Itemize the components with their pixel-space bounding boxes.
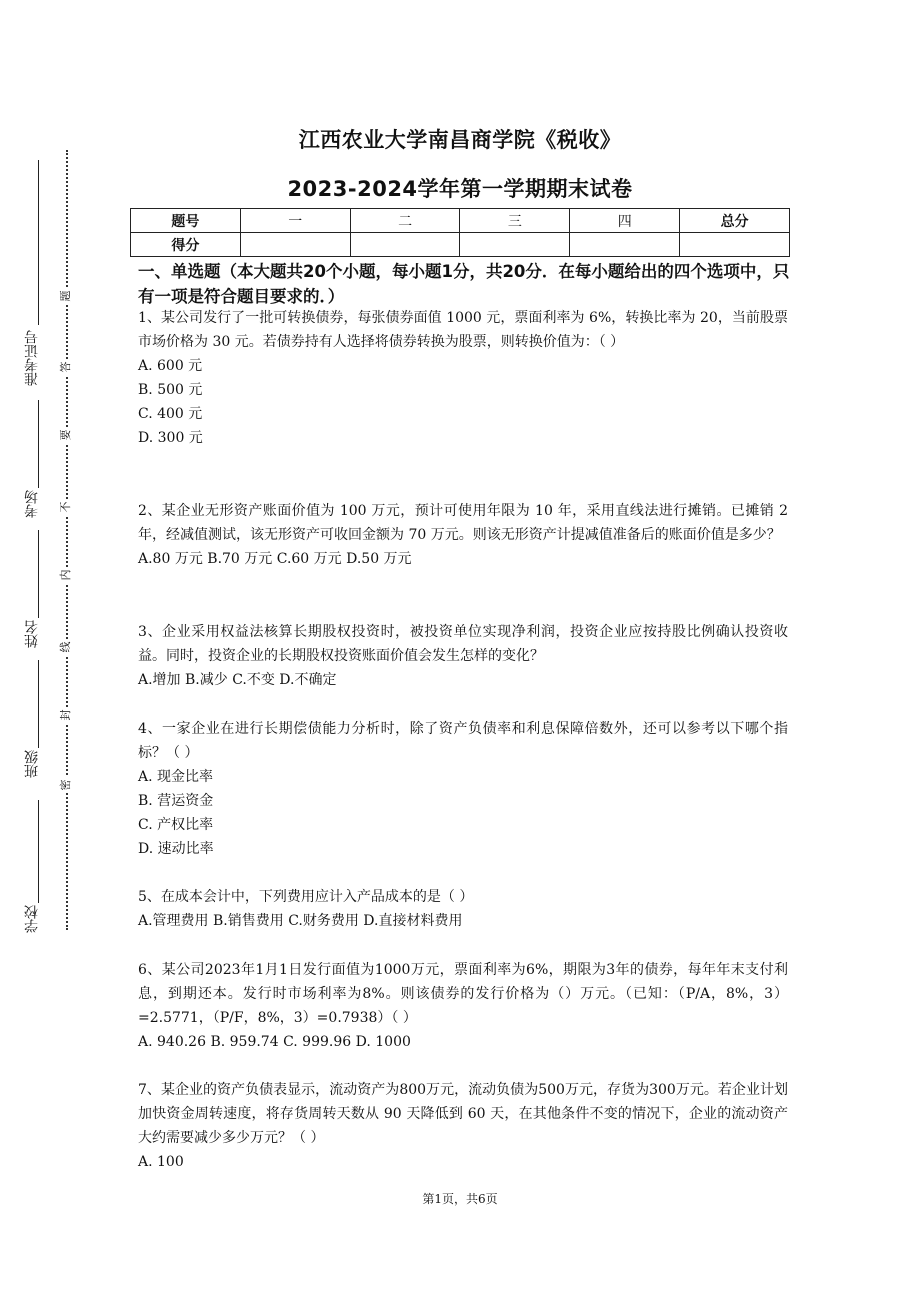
exam-title-line1: 江西农业大学南昌商学院《税收》 <box>298 128 622 152</box>
question-option: D. 速动比率 <box>138 841 214 857</box>
binding-blank-school[interactable] <box>38 800 39 903</box>
score-table <box>130 208 790 257</box>
binding-blank-exam-id[interactable] <box>38 160 39 325</box>
question-stem: 6、某公司2023年1月1日发行面值为1000万元，票面利率为6%，期限为3年的债券，每年年末支付利息，到期还本。发行时市场利率为8%。则该债券的发行价格为（）万元。（已知：（P/A，8%，3）=2.5771，（P/F，8%，3）=0.7938）（ ） <box>138 962 788 1026</box>
binding-blank-class[interactable] <box>38 660 39 748</box>
question-stem: 7、某企业的资产负债表显示，流动资产为800万元，流动负债为500万元，存货为300万元。若企业计划加快资金周转速度，将存货周转天数从 90 天降低到 60 天，在其他条件不变的情况下，企业的流动资产大约需要减少多少万元？（ ） <box>138 1082 788 1146</box>
question-2 <box>138 499 788 571</box>
question-1 <box>138 306 788 450</box>
question-stem: 3、企业采用权益法核算长期股权投资时，被投资单位实现净利润，投资企业应按持股比例确认投资收益。同时，投资企业的长期股权投资账面价值会发生怎样的变化？ <box>138 624 788 664</box>
question-stem: 1、某公司发行了一批可转换债券，每张债券面值 1000 元，票面利率为 6%，转换比率为 20，当前股票市场价格为 30 元。若债券持有人选择将债券转换为股票，则转换价值为：（ ） <box>138 310 788 350</box>
score-cell[interactable] <box>570 233 680 257</box>
question-option: A. 100 <box>138 1154 184 1170</box>
page-footer: 第1页，共6页 <box>422 1192 498 1206</box>
score-cell[interactable] <box>680 233 790 257</box>
score-header-cell: 二 <box>350 209 460 233</box>
score-cell[interactable] <box>240 233 350 257</box>
score-cell[interactable] <box>460 233 570 257</box>
question-option: A. 现金比率 <box>138 769 214 785</box>
exam-title-line2: 2023-2024学年第一学期期末试卷 <box>287 177 633 201</box>
score-header-cell: 题号 <box>131 209 241 233</box>
section-heading: 一、单选题（本大题共20个小题，每小题1分，共20分．在每小题给出的四个选项中，只有一项是符合题目要求的．） <box>138 262 790 306</box>
question-stem: 2、某企业无形资产账面价值为 100 万元，预计可使用年限为 10 年，采用直线法进行摊销。已摊销 2 年，经减值测试，该无形资产可收回金额为 70 万元。则该无形资产计提减值准备后的账面价值是多少？ <box>138 503 788 543</box>
question-5 <box>138 885 788 933</box>
question-4 <box>138 717 788 861</box>
seal-char: 不 <box>59 499 73 515</box>
question-option: A.管理费用 B.销售费用 C.财务费用 D.直接材料费用 <box>138 913 463 929</box>
question-option: A.80 万元 B.70 万元 C.60 万元 D.50 万元 <box>138 551 412 567</box>
binding-label-name: 姓名 <box>24 620 40 648</box>
binding-blank-exam-room[interactable] <box>38 400 39 488</box>
seal-char: 线 <box>59 639 73 655</box>
binding-label-class: 班级 <box>24 750 40 778</box>
binding-blank-name[interactable] <box>38 530 39 618</box>
score-header-cell: 四 <box>570 209 680 233</box>
binding-dotted-line <box>66 150 68 930</box>
seal-char: 答 <box>59 359 73 375</box>
question-option: C. 产权比率 <box>138 817 214 833</box>
question-option: C. 400 元 <box>138 406 203 422</box>
question-option: A.增加 B.减少 C.不变 D.不确定 <box>138 672 337 688</box>
seal-char: 题 <box>59 288 73 304</box>
score-header-cell: 三 <box>460 209 570 233</box>
binding-label-exam-id: 准考证号 <box>24 330 40 386</box>
question-option: A. 940.26 B. 959.74 C. 999.96 D. 1000 <box>138 1034 411 1050</box>
question-stem: 4、一家企业在进行长期偿债能力分析时，除了资产负债率和利息保障倍数外，还可以参考以下哪个指标？（ ） <box>138 721 788 761</box>
question-option: D. 300 元 <box>138 430 203 446</box>
question-stem: 5、在成本会计中，下列费用应计入产品成本的是（ ） <box>138 889 474 905</box>
question-3 <box>138 620 788 692</box>
question-7 <box>138 1078 788 1174</box>
score-table-score-row <box>131 233 790 257</box>
seal-char: 封 <box>59 707 73 723</box>
seal-char: 密 <box>59 777 73 793</box>
binding-label-school: 学校 <box>24 905 40 933</box>
seal-char: 要 <box>59 427 73 443</box>
binding-label-exam-room: 考场 <box>24 490 40 518</box>
score-row-label: 得分 <box>131 233 241 257</box>
seal-char: 内 <box>59 567 73 583</box>
score-header-cell: 总分 <box>680 209 790 233</box>
question-option: A. 600 元 <box>138 358 203 374</box>
score-table-header-row <box>131 209 790 233</box>
score-cell[interactable] <box>350 233 460 257</box>
score-header-cell: 一 <box>240 209 350 233</box>
question-option: B. 500 元 <box>138 382 203 398</box>
question-option: B. 营运资金 <box>138 793 214 809</box>
question-6 <box>138 958 788 1054</box>
